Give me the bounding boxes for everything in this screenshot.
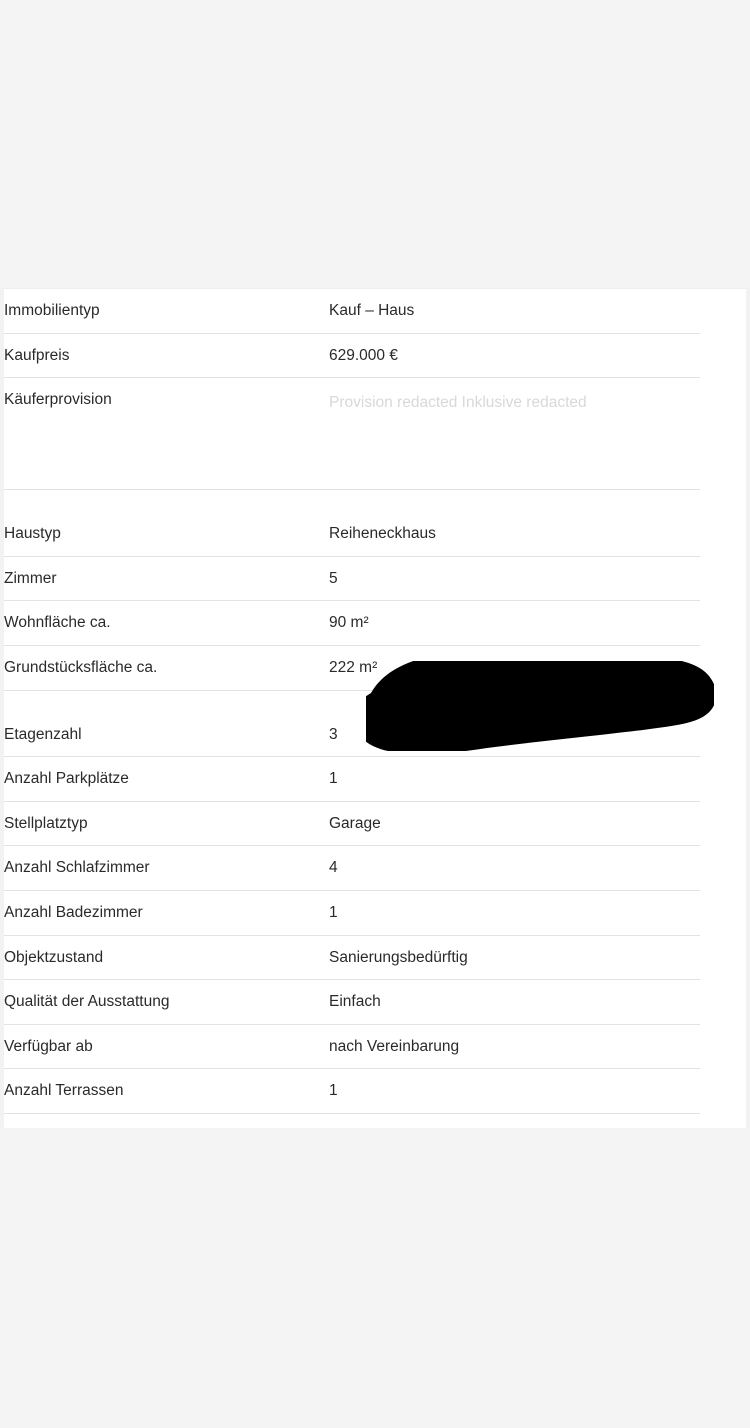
table-row (4, 935, 700, 980)
table-row (4, 801, 700, 846)
row-value-redacted: Provision redacted Inklusive redacted (329, 378, 700, 490)
table-row (4, 846, 700, 891)
row-value: Einfach (329, 980, 700, 1025)
row-label: Anzahl Parkplätze (4, 757, 329, 802)
row-value: Reiheneckhaus (329, 512, 700, 556)
table-row (4, 1024, 700, 1069)
spec-table-price (4, 289, 700, 490)
row-value: 4 (329, 846, 700, 891)
row-value: 90 m² (329, 601, 700, 646)
row-label: Grundstücksfläche ca. (4, 645, 329, 690)
row-label: Anzahl Badezimmer (4, 890, 329, 935)
row-value: 1 (329, 890, 700, 935)
row-label: Anzahl Terrassen (4, 1069, 329, 1114)
table-row (4, 556, 700, 601)
row-label: Qualität der Ausstattung (4, 980, 329, 1025)
row-label: Stellplatztyp (4, 801, 329, 846)
table-row (4, 289, 700, 333)
table-row (4, 333, 700, 378)
spec-table-property (4, 512, 700, 690)
row-label: Etagenzahl (4, 713, 329, 757)
row-value: 1 (329, 757, 700, 802)
table-row (4, 378, 700, 490)
row-label: Objektzustand (4, 935, 329, 980)
table-row (4, 980, 700, 1025)
details-group (4, 713, 746, 1114)
row-value: 629.000 € (329, 333, 700, 378)
row-value: Kauf – Haus (329, 289, 700, 333)
row-label: Immobilientyp (4, 289, 329, 333)
row-label: Käuferprovision (4, 378, 329, 490)
row-label: Kaufpreis (4, 333, 329, 378)
table-row (4, 890, 700, 935)
row-value: Garage (329, 801, 700, 846)
row-label: Wohnfläche ca. (4, 601, 329, 646)
table-row (4, 512, 700, 556)
row-label: Haustyp (4, 512, 329, 556)
row-value: nach Vereinbarung (329, 1024, 700, 1069)
row-value: 222 m² (329, 645, 700, 690)
top-background (0, 0, 750, 288)
spec-card (4, 288, 746, 1128)
table-row (4, 601, 700, 646)
row-value: 3 (329, 713, 700, 757)
row-value: 1 (329, 1069, 700, 1114)
property-group (4, 512, 746, 690)
row-value: Sanierungsbedürftig (329, 935, 700, 980)
row-label: Anzahl Schlafzimmer (4, 846, 329, 891)
price-group (4, 289, 746, 490)
table-row (4, 1069, 700, 1114)
row-value: 5 (329, 556, 700, 601)
table-row (4, 645, 700, 690)
spec-table-details (4, 713, 700, 1114)
row-label: Zimmer (4, 556, 329, 601)
table-row (4, 757, 700, 802)
table-row (4, 713, 700, 757)
bottom-background (0, 1128, 750, 1428)
row-label: Verfügbar ab (4, 1024, 329, 1069)
